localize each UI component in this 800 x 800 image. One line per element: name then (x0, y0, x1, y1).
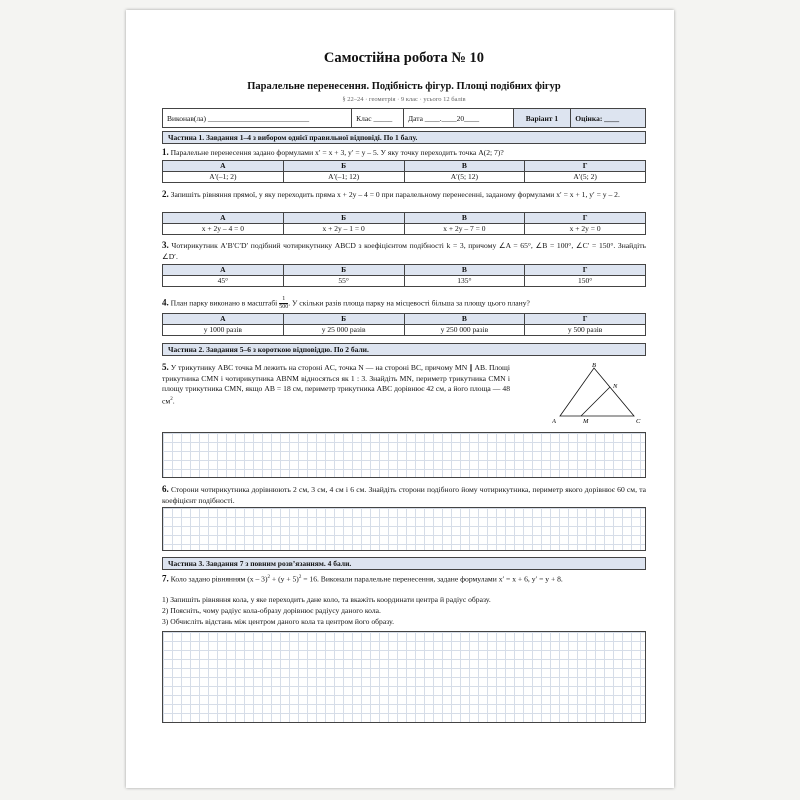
label-n: N (613, 383, 618, 390)
answer-header: Б (283, 314, 404, 325)
answer-header: Г (525, 161, 646, 172)
question-text: У трикутнику ABC точка M лежить на стороні AC, точка N — на стороні BC, причому MN ∥ AB. Площі трикутника CMN і чотирикутника ABNM відносяться як 1 : 3. Знайдіть MN, периметр трикутника CMN і площу трикутника CMN, якщо AB = 18 см, периметр трикутника ABC дорівнює 42 см, а його площа — 48 см (162, 363, 510, 406)
answer-option[interactable]: x + 2y – 4 = 0 (163, 224, 284, 235)
label-b: B (592, 362, 596, 369)
page-subtitle: Паралельне перенесення. Подібність фігур. Площі подібних фігур (247, 81, 561, 92)
label-c: C (636, 418, 641, 425)
answer-option[interactable]: A′(5; 12) (404, 172, 525, 183)
answer-option[interactable]: x + 2y – 1 = 0 (283, 224, 404, 235)
worksheet-page (126, 10, 674, 788)
question-1 (162, 147, 646, 159)
question-text: План парку виконано в масштабі (170, 298, 278, 308)
question-text: + (y + 5) (270, 574, 299, 584)
answer-header: Б (283, 265, 404, 276)
question-5 (162, 362, 510, 407)
class-field[interactable]: Клас _____ (352, 109, 404, 127)
variant-label: Варіант 1 (514, 109, 572, 127)
question-number: 4. (162, 297, 169, 308)
scale-fraction (279, 296, 288, 311)
answer-header: А (163, 265, 284, 276)
question-3 (162, 240, 646, 262)
answer-header: Г (525, 314, 646, 325)
answer-header: Б (283, 213, 404, 224)
answer-option[interactable]: у 500 разів (525, 325, 646, 336)
answer-table-1 (162, 160, 646, 183)
triangle-diagram (552, 362, 644, 426)
fraction-numerator: 1 (279, 296, 288, 304)
answer-option[interactable]: 45° (163, 276, 284, 287)
answer-header: Г (525, 213, 646, 224)
section-part2: Частина 2. Завдання 5–6 з короткою відповіддю. По 2 бали. (162, 343, 646, 356)
grade-field[interactable]: Оцінка: ____ (571, 109, 645, 127)
answer-option[interactable]: x + 2y – 7 = 0 (404, 224, 525, 235)
question-text: = 16. Виконали паралельне перенесення, задане формулами x′ = x + 6, y′ = y + 8. (301, 574, 563, 584)
answer-header: Г (525, 265, 646, 276)
question-4 (162, 296, 646, 311)
question-text: Чотирикутник A′B′C′D′ подібний чотирикутнику ABCD з коефіцієнтом подібності k = 3, причому ∠A = 65°, ∠B = 100°, ∠C′ = 150°. Знайдіть ∠D′. (162, 241, 646, 261)
question-number: 6. (162, 484, 169, 494)
date-field[interactable]: Дата ____.____20____ (404, 109, 514, 127)
student-header (162, 108, 646, 128)
answer-header: В (404, 213, 525, 224)
answer-header: В (404, 314, 525, 325)
answer-option[interactable]: 135° (404, 276, 525, 287)
answer-header: А (163, 314, 284, 325)
answer-grid-5[interactable] (162, 432, 646, 478)
superscript: 2 (298, 575, 302, 580)
question-text: Паралельне перенесення задано формулами x′ = x + 3, y′ = y – 5. У яку точку переходить точка A(2; 7)? (170, 148, 504, 157)
answer-option[interactable]: 55° (283, 276, 404, 287)
label-m: M (583, 418, 589, 425)
answer-option[interactable]: 150° (525, 276, 646, 287)
answer-option[interactable]: у 25 000 разів (283, 325, 404, 336)
answer-option[interactable]: у 250 000 разів (404, 325, 525, 336)
question-text: . (172, 396, 175, 406)
question-text: Коло задано рівнянням (x – 3) (170, 574, 268, 584)
answer-table-4 (162, 313, 646, 336)
answer-table-3 (162, 264, 646, 287)
answer-option[interactable]: x + 2y = 0 (525, 224, 646, 235)
question-text: Запишіть рівняння прямої, у яку переходить пряма x + 2y – 4 = 0 при паралельному перенесенні, заданому формулами x′ = x + 1, y′ = y – 2. (170, 190, 620, 199)
superscript: 2 (170, 396, 173, 402)
question-2 (162, 189, 646, 201)
answer-grid-6[interactable] (162, 507, 646, 551)
answer-option[interactable]: у 1000 разів (163, 325, 284, 336)
question-number: 7. (162, 573, 169, 584)
question-6 (162, 484, 646, 506)
label-a: A (552, 418, 556, 425)
question-text: . У скільки разів площа парку на місцевості більша за площу цього плану? (288, 298, 530, 308)
fraction-denominator: 500 (279, 304, 289, 310)
answer-grid-7[interactable] (162, 631, 646, 723)
student-name-field[interactable]: Виконав(ла) ___________________________ (163, 109, 352, 127)
answer-option[interactable]: A′(–1; 2) (163, 172, 284, 183)
page-title: Самостійна робота № 10 (323, 50, 485, 66)
question-text: Сторони чотирикутника дорівнюють 2 см, 3 см, 4 см і 6 см. Знайдіть сторони подібного йому чотирикутника, периметр якого дорівнює 60 см, та коефіцієнт подібності. (162, 485, 646, 505)
section-part1: Частина 1. Завдання 1–4 з вибором однієї правильної відповіді. По 1 балу. (162, 131, 646, 144)
question-7-item-1: 1) Запишіть рівняння кола, у яке переходить дане коло, та вкажіть координати центра й радіус образу. (162, 595, 491, 604)
segment-mn (581, 387, 610, 416)
answer-option[interactable]: A′(–1; 12) (283, 172, 404, 183)
answer-header: В (404, 265, 525, 276)
superscript: 2 (267, 575, 271, 580)
question-7-item-3: 3) Обчисліть відстань між центром даного кола та центром його образу. (162, 617, 394, 626)
answer-option[interactable]: A′(5; 2) (525, 172, 646, 183)
answer-header: А (163, 161, 284, 172)
answer-header: Б (283, 161, 404, 172)
page-meta: § 22–24 · геометрія · 9 клас · усього 12 балів (342, 96, 466, 103)
answer-header: В (404, 161, 525, 172)
section-part3: Частина 3. Завдання 7 з повним розв’язанням. 4 бали. (162, 557, 646, 570)
answer-table-2 (162, 212, 646, 235)
question-number: 3. (162, 240, 169, 250)
answer-header: А (163, 213, 284, 224)
question-number: 2. (162, 189, 169, 199)
question-7-item-2: 2) Поясніть, чому радіус кола-образу дорівнює радіусу даного кола. (162, 606, 381, 615)
triangle-abc (560, 368, 634, 416)
question-number: 1. (162, 147, 169, 157)
question-number: 5. (162, 362, 169, 372)
question-7 (162, 573, 646, 585)
